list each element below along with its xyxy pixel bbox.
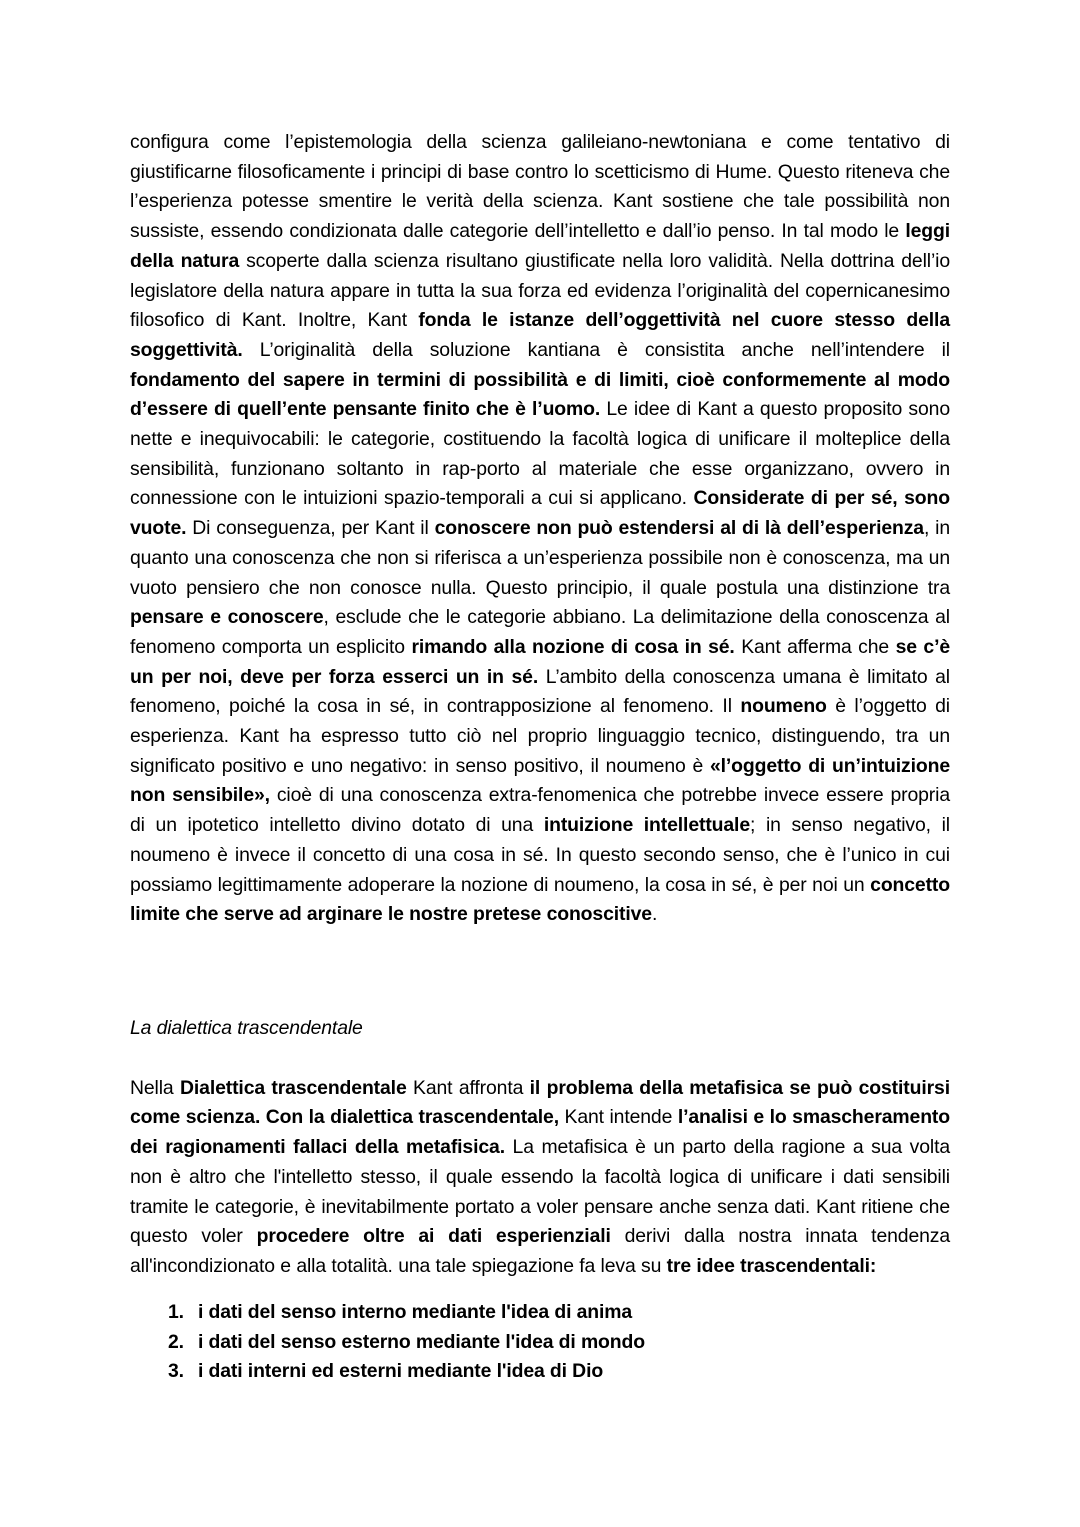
list-item [130, 1357, 950, 1387]
paragraph-dialettica-trascendentale [130, 1074, 950, 1282]
text-run: scoperte dalla scienza risultano giustificate nella loro validità. Nella dottrina dell’io legislatore della natura appare in tutta la sua forza ed evidenza l’originalità del copernicanesimo filosofico di Kant. Inoltre, Kant [130, 249, 950, 332]
text-run: Kant afferma che [734, 635, 896, 658]
text-run: Di conseguenza, per Kant il [186, 517, 435, 540]
paragraph-kant-epistemologia [130, 128, 950, 930]
heading-gap [130, 1044, 950, 1074]
text-run: La metafisica è un parto della ragione a sua volta non è altro che l'intelletto stesso, il quale essendo la facoltà logica di unificare i dati sensibili tramite le categorie, è inevitabilmente portato a voler pensare anche senza dati. Kant ritiene che questo voler [130, 1136, 950, 1248]
emphasis-run: rimando alla nozione di cosa in sé. [411, 635, 735, 658]
list-item-label: i dati del senso esterno mediante l'idea di mondo [198, 1330, 645, 1353]
list-item-label: i dati del senso interno mediante l'idea di anima [198, 1300, 633, 1323]
emphasis-run: pensare e conoscere [130, 606, 324, 629]
list-item-marker: 2. [168, 1330, 184, 1353]
text-run: cioè di una conoscenza extra-fenomenica che potrebbe invece essere propria di un ipotetico intelletto divino dotato di una [130, 784, 950, 837]
text-run: Nella [130, 1076, 180, 1099]
emphasis-run: noumeno [740, 695, 827, 718]
emphasis-run: l’analisi e lo smascheramento dei ragionamenti fallaci della metafisica. [130, 1106, 950, 1159]
list-item [130, 1328, 950, 1358]
text-run: , esclude che le categorie abbiano. La delimitazione della conoscenza al fenomeno comporta un esplicito [130, 606, 950, 658]
list-item-marker: 3. [168, 1360, 184, 1383]
list-item [130, 1298, 950, 1328]
list-item-marker: 1. [168, 1300, 184, 1323]
emphasis-run: «l’oggetto di un’intuizione non sensibile», [130, 754, 951, 807]
emphasis-run: fondamento del sapere in termini di possibilità e di limiti, cioè conformemente al modo d’essere di quell’ente pensante finito che è l’uomo. [130, 368, 950, 421]
emphasis-run: Considerate di per sé, sono vuote. [130, 487, 950, 540]
emphasis-run: intuizione intellettuale [543, 814, 750, 837]
text-run: configura come l’epistemologia della scienza galileiano-newtoniana e come tentativo di giustificarne filosoficamente i principi di base contro lo scetticismo di Hume. Questo riteneva che l’esperienza potesse smentire le verità della scienza. Kant sostiene che tale possibilità non sussiste, essendo condizionata dalle categorie dell’intelletto e dall’io penso. In tal modo le [130, 131, 950, 243]
emphasis-run: se c’è un per noi, deve per forza esserci un in sé. [130, 635, 951, 688]
emphasis-run: Dialettica trascendentale [180, 1076, 407, 1099]
emphasis-run: leggi della natura [130, 220, 950, 272]
emphasis-run: conoscere non può estendersi al di là dell’esperienza [434, 517, 924, 540]
paragraph-gap [130, 930, 950, 1014]
text-run: Le idee di Kant a questo proposito sono nette e inequivocabili: le categorie, costituendo la facoltà logica di unificare il molteplice della sensibilità, funzionano soltanto in rap-porto al materiale che esse organizzano, ovvero in connessione con le intuizioni spazio-temporali a cui si applicano. [130, 398, 950, 510]
text-run: Kant intende [558, 1106, 678, 1129]
document-body [130, 128, 950, 1387]
text-run: L’originalità della soluzione kantiana è consistita anche nell’intendere il [242, 338, 950, 361]
list-gap [130, 1282, 950, 1298]
text-run: ; in senso negativo, il noumeno è invece il concetto di una cosa in sé. In questo secondo senso, che è l’unico in cui possiamo legittimamente adoperare la nozione di noumeno, la cosa in sé, è per noi un [130, 814, 950, 896]
emphasis-run: procedere oltre ai dati esperienziali [256, 1225, 611, 1248]
list-item-label: i dati interni ed esterni mediante l'idea di Dio [198, 1360, 604, 1383]
text-run: Kant affronta [406, 1076, 530, 1099]
text-run: è l’oggetto di esperienza. Kant ha espresso tutto ciò nel proprio linguaggio tecnico, distinguendo, tra un significato positivo e uno negativo: in senso positivo, il noumeno è [130, 695, 950, 777]
emphasis-run: il problema della metafisica se può costituirsi come scienza. Con la dialettica trascendentale, [130, 1076, 950, 1129]
tre-idee-trascendentali-list [130, 1298, 950, 1388]
text-run: derivi dalla nostra innata tendenza all'incondizionato e alla totalità. una tale spiegazione fa leva su [130, 1225, 951, 1277]
section-heading-dialettica: La dialettica trascendentale [130, 1016, 363, 1039]
text-run: L’ambito della conoscenza umana è limitato al fenomeno, poiché la cosa in sé, in contrapposizione al fenomeno. Il [130, 665, 950, 718]
text-run: , in quanto una conoscenza che non si riferisca a un’esperienza possibile non è conoscenza, ma un vuoto pensiero che non conosce nulla. Questo principio, il quale postula una distinzione tra [130, 517, 950, 599]
emphasis-run: tre idee trascendentali: [666, 1254, 877, 1277]
text-run: . [651, 903, 658, 926]
emphasis-run: concetto limite che serve ad arginare le nostre pretese conoscitive [130, 873, 950, 926]
emphasis-run: fonda le istanze dell’oggettività nel cuore stesso della soggettività. [130, 309, 950, 361]
